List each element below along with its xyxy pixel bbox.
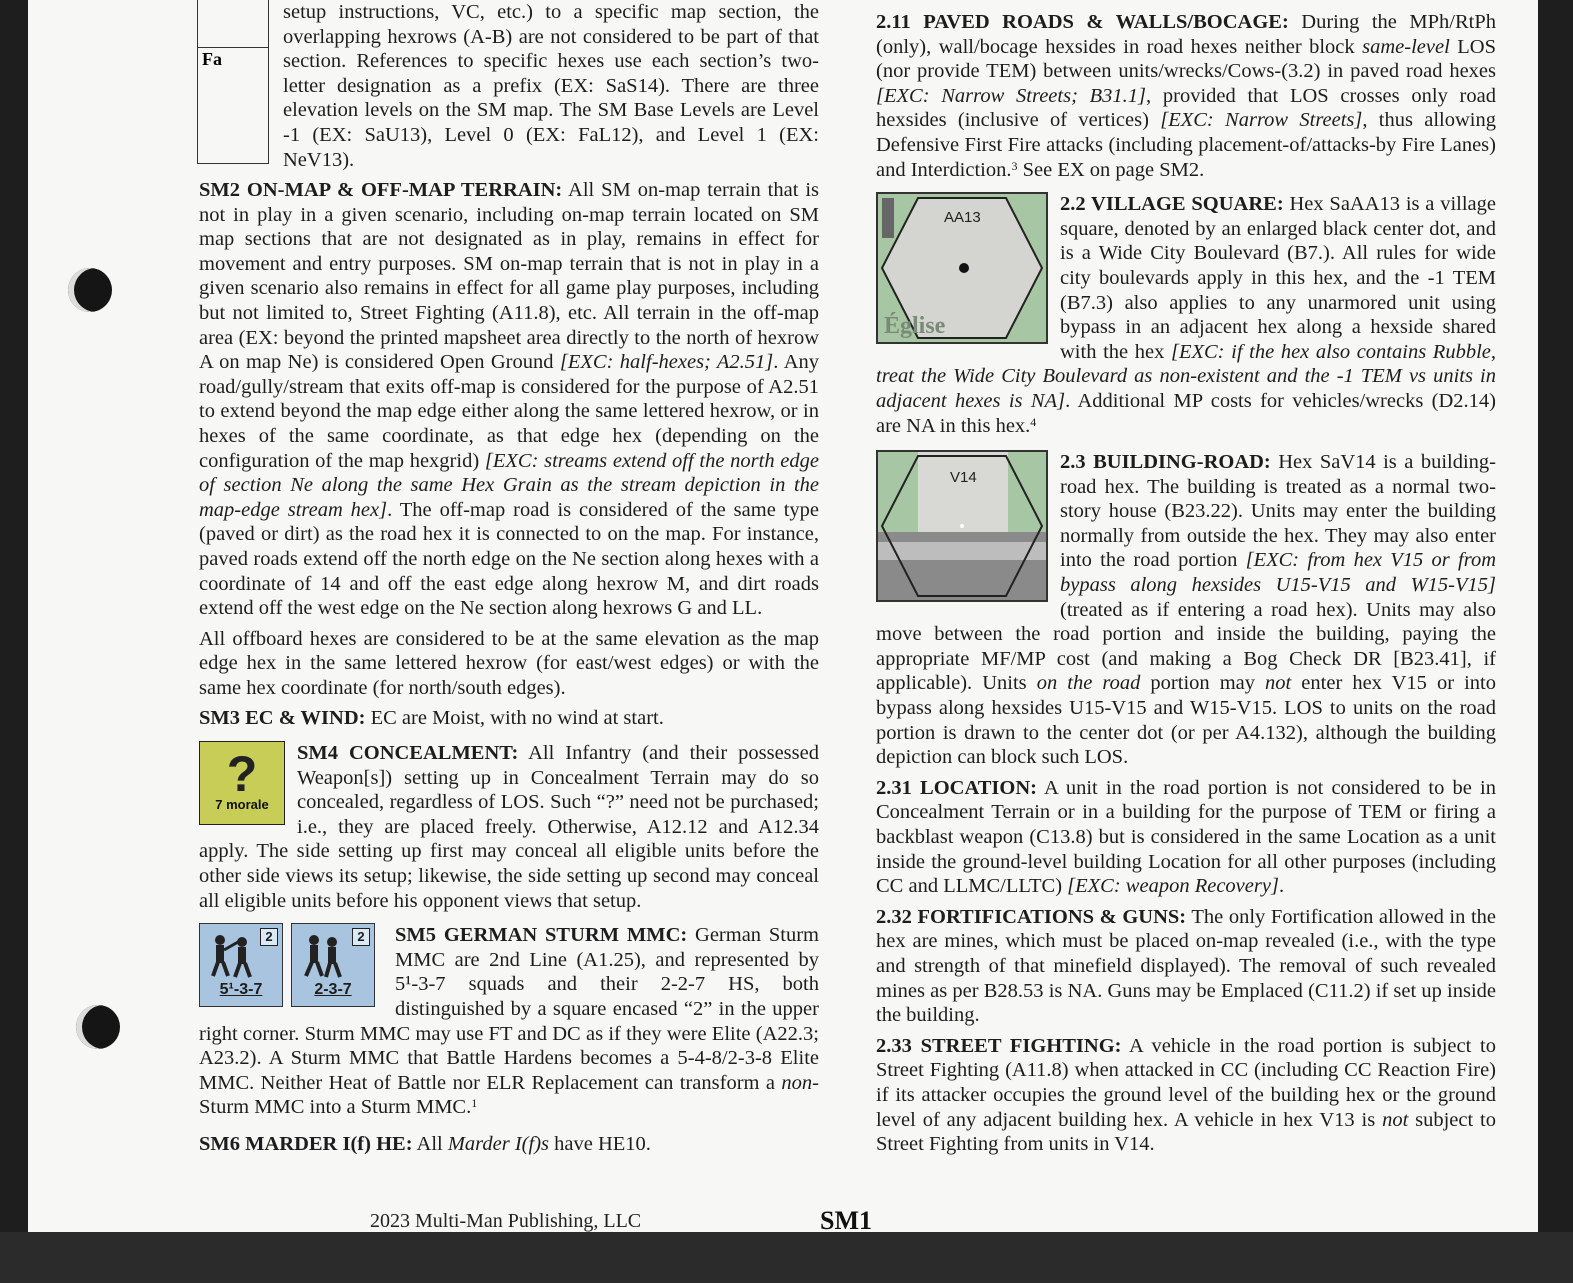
building-road-map	[876, 450, 1048, 602]
intro-text: setup instructions, VC, etc.) to a specific map section, the overlapping hexrows (A-B) are not considered to be part of that section. References to specific hexes use each section’s two-letter designation as a prefix (EX: SaS14). There are three elevation levels on the SM map. The SM Base Levels are Level -1 (EX: SaU13), Level 0 (EX: FaL12), and Level 1 (EX: NeV13).	[283, 1, 819, 171]
r23-t1: Hex SaV14 is a building-road hex. The building is treated as a normal two-story house (B23.22). Units may enter the building normally from outside the hex. They may also enter into the road portion	[1060, 451, 1496, 572]
left-column	[199, 178, 819, 1163]
sm2-text3: . The off-map road is considered of the same type (paved or dirt) as the road hex it is connected to on the map. For instance, paved roads extend off the north edge on the Ne section along hexes with a coordinate of 14 and off the east edge along hexrow M, and dirt roads extend off the west edge on the Ne section along hexrows G and LL.	[199, 498, 819, 620]
r23-i2: on the road	[1036, 672, 1141, 695]
rule-2-32-heading: 2.32 FORTIFICATIONS & GUNS:	[876, 905, 1187, 928]
rule-2-3-heading: 2.3 BUILDING-ROAD:	[1060, 451, 1271, 474]
r211-i2: [EXC: Narrow Streets; B31.1]	[876, 84, 1147, 107]
rule-2-32	[876, 905, 1496, 1028]
sm2-paragraph-2: All offboard hexes are considered to be at the same elevation as the map edge hex in the same lettered hexrow (for east/west edges) or with the same hex coordinate (for north/south edges).	[199, 627, 819, 699]
r211-t1: During the MPh/RtPh (only), wall/bocage hexsides in road hexes neither block	[876, 11, 1496, 58]
page-number: SM1	[820, 1206, 872, 1235]
hex-label: AA13	[944, 209, 981, 227]
bottom-background	[0, 1232, 1573, 1283]
sm4-heading: SM4 CONCEALMENT:	[297, 742, 519, 765]
sm2-heading: SM2 ON-MAP & OFF-MAP TERRAIN:	[199, 179, 563, 201]
sm2-text1: All SM on-map terrain that is not in play in a given scenario, including on-map terrain located on SM map sections that are not designated as in play, remains in effect for movement and entry purposes. SM on-map terrain that is not in play in a given scenario also remains in effect for all game play purposes, including but not limited to, Street Fighting (A11.8), etc. All terrain in the off-map area (EX: beyond the printed mapsheet area directly to the north of hexrow A on map Ne) is considered Open Ground	[199, 179, 819, 374]
concealment-counter	[199, 741, 285, 825]
sm3-paragraph	[199, 706, 819, 731]
sm6-heading: SM6 MARDER I(f) HE:	[199, 1132, 413, 1155]
r23-t3: portion may	[1140, 672, 1266, 695]
rule-2-11	[876, 10, 1496, 182]
counter-morale: 7 morale	[215, 797, 269, 813]
rule-2-33	[876, 1034, 1496, 1157]
sm4-text: All Infantry (and their possessed Weapon[s]) setting up in Concealment Terrain may do so concealed, regardless of LOS. Such “?” need not be purchased; i.e., they are placed freely. Otherwise, A12.12 and A12.34 apply. The side setting up first may conceal all eligible units before the other side views its setup; likewise, the side setting up second may conceal all eligible units before his opponent views that setup.	[199, 742, 819, 912]
r211-t4: , thus allowing Defensive First Fire attacks (including placement-of/attacks-by Fire Lanes) and Interdiction.	[876, 109, 1496, 181]
sm4-block	[199, 741, 819, 913]
r231-t2: .	[1278, 875, 1285, 898]
r211-i1: same-level	[1362, 35, 1450, 58]
rule-2-11-heading: 2.11 PAVED ROADS & WALLS/BOCAGE:	[876, 11, 1289, 33]
square-badge: 2	[260, 928, 278, 946]
binder-hole-bottom	[76, 1005, 120, 1049]
r211-t5: See EX on page SM2.	[1017, 158, 1205, 181]
r233-t1: A vehicle in the road portion is subject to Street Fighting (A11.8) when attacked in CC (including CC Reaction Fire) if its attacker occupies the ground level of the building hex or the ground level of any adjacent building hex. A vehicle in hex V13 is	[876, 1034, 1496, 1131]
rule-2-31-heading: 2.31 LOCATION:	[876, 776, 1037, 799]
r22-i1: [EXC: if the hex also contains Rubble, treat the Wide City Boulevard as non-existent and the -1 TEM vs units in adjacent hexes is NA]	[876, 340, 1496, 412]
hex-label: V14	[950, 469, 977, 487]
r231-t1: A unit in the road portion is not considered to be in Concealment Terrain or in a building for the purpose of TEM or firing a backblast weapon (C13.8) but is considered in the same Location as a unit inside the ground-level building Location for all other purposes (including CC and LLMC/LLTC)	[876, 776, 1496, 898]
infantry-icon	[208, 932, 258, 980]
sm5-non: non	[781, 1071, 813, 1094]
footnote-3: 3	[1011, 158, 1018, 173]
sm5-text1: German Sturm MMC are 2nd Line (A1.25), and represented by 5¹-3-7 squads and their 2-2-7 HS, both distinguished by a square encased “2” in the upper right corner. Sturm MMC may use FT and DC as if they were Elite (A22.3; A23.2). A Sturm MMC that Battle Hardens becomes a 5-4-8/2-3-8 Elite MMC. Neither Heat of Battle nor ELR Replacement can transform a	[199, 924, 819, 1094]
r231-i1: [EXC: weapon Recovery]	[1067, 875, 1279, 898]
question-mark-icon: ?	[226, 746, 258, 803]
binder-hole-top	[68, 268, 112, 312]
r233-t2: subject to Street Fighting from units in V14.	[876, 1108, 1496, 1156]
r22-t1: Hex SaAA13 is a village square, denoted by an enlarged black center dot, and is a Wide City Boulevard (B7.). All rules for wide city boulevards apply in this hex, and the -1 TEM (B7.3) also applies to any unarmored unit using bypass in an adjacent hex along a hexside shared with the hex	[1060, 193, 1496, 363]
sm2-text2: . Any road/gully/stream that exits off-map is considered for the purpose of A2.51 to extend beyond the map edge either along the same lettered hexrow, or in hexes of the same coordinate, as that edge hex (depending on the configuration of the map hexgrid)	[199, 351, 819, 472]
r211-t2: LOS (nor provide TEM) between units/wrecks/Cows-(3.2) in paved road hexes	[876, 35, 1496, 83]
footnote-1: 1	[471, 1096, 478, 1111]
sm3-heading: SM3 EC & WIND:	[199, 707, 366, 730]
rule-2-2-block	[876, 192, 1496, 438]
village-square-map	[876, 192, 1048, 344]
map-section-key-box	[197, 0, 269, 164]
map-section-label: Fa	[202, 49, 222, 69]
r23-t4: enter hex V15 or into bypass along hexsides U15-V15 and W15-V15. LOS to units on the road portion is drawn to the center dot (or per A4.132), although the building depiction can block such LOS.	[876, 672, 1497, 769]
r22-t2: . Additional MP costs for vehicles/wrecks (D2.14) are NA in this hex.	[876, 389, 1496, 437]
sm5-text2: -Sturm MMC into a Sturm MMC.	[199, 1071, 819, 1119]
copyright-footer: 2023 Multi-Man Publishing, LLC	[370, 1210, 642, 1232]
rule-2-33-heading: 2.33 STREET FIGHTING:	[876, 1034, 1122, 1057]
sm2-paragraph	[199, 178, 819, 621]
right-column	[876, 10, 1496, 1163]
sm6-text2: have HE10.	[549, 1132, 651, 1155]
sm6-italic: Marder I(f)s	[447, 1132, 550, 1155]
sm3-text: EC are Moist, with no wind at start.	[365, 707, 664, 730]
rule-2-2-heading: 2.2 VILLAGE SQUARE:	[1060, 193, 1284, 216]
rule-2-3-block	[876, 450, 1496, 770]
r233-i1: not	[1382, 1108, 1409, 1131]
square-badge: 2	[352, 928, 370, 946]
squad-stats: 5¹-3-7	[219, 980, 263, 998]
sm6-text1: All	[412, 1132, 448, 1155]
sm5-heading: SM5 GERMAN STURM MMC:	[395, 924, 688, 947]
r211-t3: , provided that LOS crosses only road hexsides (inclusive of vertices)	[876, 84, 1496, 132]
r232-t1: The only Fortification allowed in the hex are mines, which must be placed on-map revealed (i.e., with the type and strength of that minefield displayed). The removal of such revealed mines as per B28.53 is NA. Guns may be Emplaced (C11.2) if set up inside the building.	[876, 905, 1497, 1027]
sm2-exc1: [EXC: half-hexes; A2.51]	[559, 351, 774, 374]
r23-i3: not	[1265, 672, 1292, 695]
sturm-halfsquad-counter	[291, 923, 375, 1007]
sm6-paragraph	[199, 1132, 819, 1157]
r211-i3: [EXC: Narrow Streets]	[1160, 109, 1363, 132]
sm5-block	[199, 923, 819, 1120]
footnote-4: 4	[1030, 414, 1037, 429]
sturm-counters	[199, 923, 383, 1014]
sm2-exc2: [EXC: streams extend off the north edge of section Ne along the same Hex Grain as the stream depiction in the map-edge stream hex]	[199, 449, 819, 521]
infantry-icon	[300, 932, 350, 980]
r23-i1: [EXC: from hex V15 or from bypass along hexsides U15-V15 and W15-V15]	[1060, 549, 1496, 597]
map-caption: Église	[884, 313, 946, 340]
halfsquad-stats: 2-3-7	[314, 980, 352, 998]
rule-2-31	[876, 776, 1496, 899]
sturm-squad-counter	[199, 923, 283, 1007]
intro-paragraph	[283, 0, 819, 178]
r23-t2: (treated as if entering a road hex). Units may also move between the road portion and inside the building, paying the appropriate MF/MP cost (and making a Bog Check DR [B23.41], if applicable). Units	[876, 598, 1496, 695]
